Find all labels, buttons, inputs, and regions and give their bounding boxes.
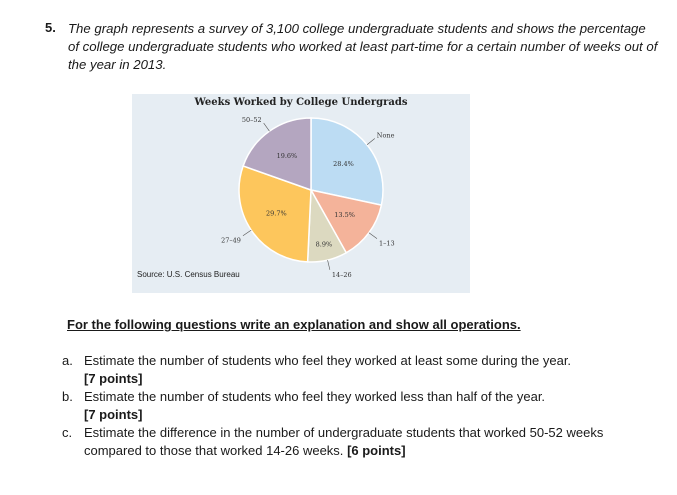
question-parts [62, 352, 662, 460]
pie-chart-figure [132, 94, 470, 293]
part-a [62, 352, 662, 388]
part-letter: a. [62, 353, 73, 368]
leader-line [264, 123, 270, 131]
part-letter: b. [62, 389, 73, 404]
leader-line [243, 230, 251, 236]
part-letter: c. [62, 425, 73, 440]
part-text: Estimate the number of students who feel they worked less than half of the year. [84, 389, 546, 404]
slice-category-label: 50–52 [241, 116, 262, 125]
leader-line [369, 233, 377, 239]
leader-line [328, 260, 330, 270]
part-c [62, 424, 662, 460]
slice-category-label: 1–13 [378, 239, 395, 248]
slice-category-label: 14–26 [331, 270, 352, 279]
slice-category-label: None [376, 131, 395, 140]
slice-percent-label: 28.4% [333, 159, 354, 168]
instructions: For the following questions write an explanation and show all operations. [67, 317, 521, 332]
part-text: Estimate the difference in the number of undergraduate students that worked 50-52 weeks compared to those that worked 14-26 weeks. [84, 425, 604, 458]
question-number: 5. [45, 20, 56, 35]
part-text: Estimate the number of students who feel they worked at least some during the year. [84, 353, 572, 368]
slice-category-label: 27–49 [221, 236, 241, 245]
leader-line [367, 138, 375, 144]
slice-percent-label: 13.5% [334, 210, 355, 219]
part-b [62, 388, 662, 424]
part-points: [6 points] [347, 443, 406, 458]
slice-percent-label: 8.9% [315, 240, 333, 249]
chart-source: Source: U.S. Census Bureau [137, 270, 240, 279]
pie-chart [132, 94, 470, 293]
slice-percent-label: 29.7% [266, 209, 287, 218]
part-points: [7 points] [84, 371, 143, 386]
slice-percent-label: 19.6% [276, 151, 298, 160]
question-text: The graph represents a survey of 3,100 college undergraduate students and shows the percentage of college undergraduate students who worked at least part-time for a certain number of weeks out of the year in 2013. [68, 21, 658, 72]
chart-title: Weeks Worked by College Undergrads [194, 97, 408, 108]
part-points: [7 points] [84, 407, 143, 422]
